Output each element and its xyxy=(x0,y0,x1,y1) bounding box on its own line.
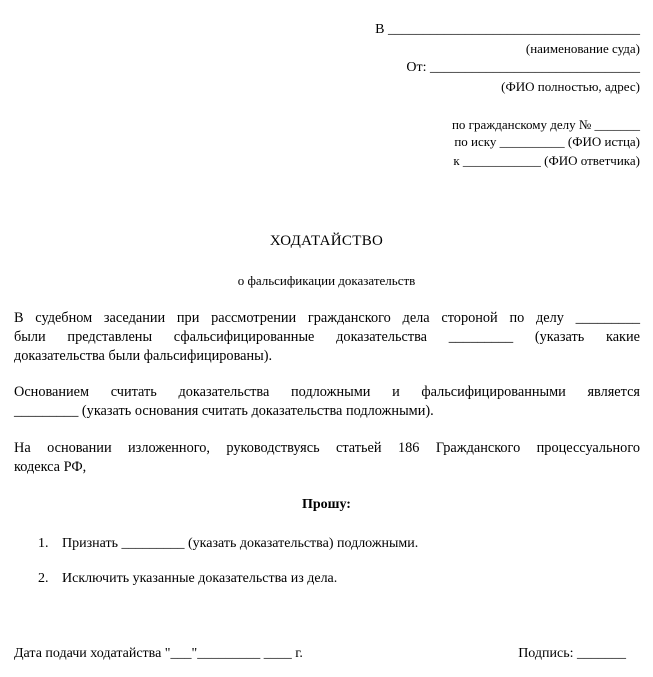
request-item-number: 1. xyxy=(38,536,49,551)
court-caption: (наименование суда) xyxy=(525,41,640,56)
case-number-line: по гражданскому делу № _______ xyxy=(451,117,640,132)
request-item-number: 2. xyxy=(38,571,49,586)
submission-date-line: Дата подачи ходатайства "___"_________ ____ г. xyxy=(14,646,303,661)
from-caption: (ФИО полностью, адрес) xyxy=(501,79,640,94)
paragraph-1-line-2: были представлены сфальсифицированные доказательства _________ (указать какие xyxy=(14,329,640,345)
signature-line: Подпись: _______ xyxy=(518,646,626,661)
document-subtitle: о фальсификации доказательств xyxy=(237,273,416,288)
paragraph-3-line-2: кодекса РФ, xyxy=(14,459,87,475)
plaintiff-line: по иску __________ (ФИО истца) xyxy=(454,134,640,149)
court-line: В ____________________________________ xyxy=(375,22,640,37)
paragraph-2-line-1: Основанием считать доказательства подложными и фальсифицированными является xyxy=(14,384,640,400)
paragraph-1-line-1: В судебном заседании при рассмотрении гражданского дела стороной по делу _________ xyxy=(14,310,640,326)
paragraph-3-line-1: На основании изложенного, руководствуясь статьей 186 Гражданского процессуального xyxy=(14,440,640,456)
request-heading: Прошу: xyxy=(302,497,351,512)
from-line: От: ______________________________ xyxy=(406,60,640,75)
request-item-text: Признать _________ (указать доказательства) подложными. xyxy=(62,536,419,551)
request-item-text: Исключить указанные доказательства из дела. xyxy=(62,571,338,586)
document-title: ХОДАТАЙСТВО xyxy=(269,233,384,249)
paragraph-2-line-2: _________ (указать основания считать доказательства подложными). xyxy=(14,403,434,419)
paragraph-1-line-3: доказательства были фальсифицированы). xyxy=(14,348,273,364)
defendant-line: к ____________ (ФИО ответчика) xyxy=(453,153,640,168)
